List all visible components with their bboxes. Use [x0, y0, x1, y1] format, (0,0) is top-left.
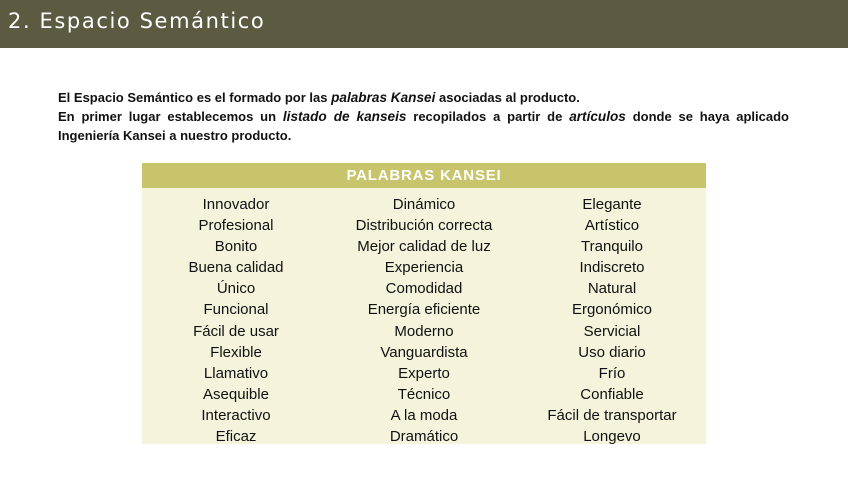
- kansei-word: Bonito: [214, 238, 258, 256]
- kansei-word: Longevo: [583, 428, 641, 446]
- kansei-word: Experiencia: [384, 259, 464, 277]
- kansei-column-2: [330, 194, 518, 444]
- kansei-word: Interactivo: [201, 406, 271, 424]
- intro-line-2-after: donde se haya aplicado: [625, 109, 789, 124]
- kansei-word: Profesional: [198, 217, 274, 235]
- kansei-word: Frío: [598, 364, 626, 382]
- kansei-word: Innovador: [202, 196, 270, 213]
- kansei-word: Dinámico: [392, 196, 456, 213]
- kansei-word: Comodidad: [385, 280, 463, 298]
- kansei-word: Funcional: [203, 301, 269, 319]
- kansei-word: Técnico: [397, 385, 451, 403]
- intro-text: [58, 88, 789, 145]
- intro-line-3: Ingeniería Kansei a nuestro producto.: [58, 128, 292, 143]
- kansei-column-1: [142, 194, 330, 444]
- intro-line-1-before: El Espacio Semántico es el formado por las: [58, 90, 332, 105]
- kansei-word: Indiscreto: [579, 259, 645, 277]
- kansei-column-3: [518, 194, 706, 444]
- kansei-word: Dramático: [389, 428, 459, 446]
- intro-line-2: [58, 107, 789, 126]
- kansei-word: Experto: [398, 364, 450, 382]
- kansei-word: Llamativo: [203, 364, 269, 382]
- kansei-word: Mejor calidad de luz: [357, 238, 491, 256]
- kansei-table: [142, 163, 706, 444]
- kansei-table-body: [142, 188, 706, 444]
- kansei-word: Eficaz: [215, 428, 257, 446]
- kansei-word: Artístico: [584, 217, 640, 235]
- intro-line-2-emphasis-2: artículos: [569, 109, 626, 124]
- kansei-word: Asequible: [203, 385, 269, 403]
- page-title: 2. Espacio Semántico: [8, 9, 266, 33]
- intro-line-2-before: En primer lugar establecemos un: [58, 109, 283, 124]
- kansei-word: Buena calidad: [188, 259, 284, 277]
- intro-line-1-after: asociadas al producto.: [435, 90, 580, 105]
- intro-line-1-emphasis: palabras Kansei: [331, 90, 436, 105]
- kansei-word: Fácil de usar: [193, 322, 279, 340]
- title-bar: [0, 0, 848, 48]
- kansei-word: Uso diario: [578, 343, 646, 361]
- kansei-word: Fácil de transportar: [547, 406, 677, 424]
- kansei-word: Tranquilo: [581, 238, 643, 256]
- kansei-word: Moderno: [394, 322, 454, 340]
- kansei-word: Elegante: [582, 196, 642, 213]
- intro-line-2-emphasis-1: listado de kanseis: [282, 109, 407, 124]
- kansei-word: Vanguardista: [380, 343, 468, 361]
- kansei-word: Único: [216, 280, 256, 298]
- kansei-word: Natural: [587, 280, 637, 298]
- kansei-word: Confiable: [580, 385, 644, 403]
- kansei-word: Distribución correcta: [355, 217, 493, 235]
- kansei-word: Energía eficiente: [367, 301, 481, 319]
- intro-line-2-mid: recopilados a partir de: [406, 109, 570, 124]
- kansei-word: A la moda: [390, 406, 458, 424]
- intro-line-1: [58, 88, 789, 107]
- kansei-word: Flexible: [210, 343, 262, 361]
- kansei-table-header: PALABRAS KANSEI: [142, 163, 706, 188]
- kansei-word: Servicial: [583, 322, 641, 340]
- kansei-word: Ergonómico: [571, 301, 653, 319]
